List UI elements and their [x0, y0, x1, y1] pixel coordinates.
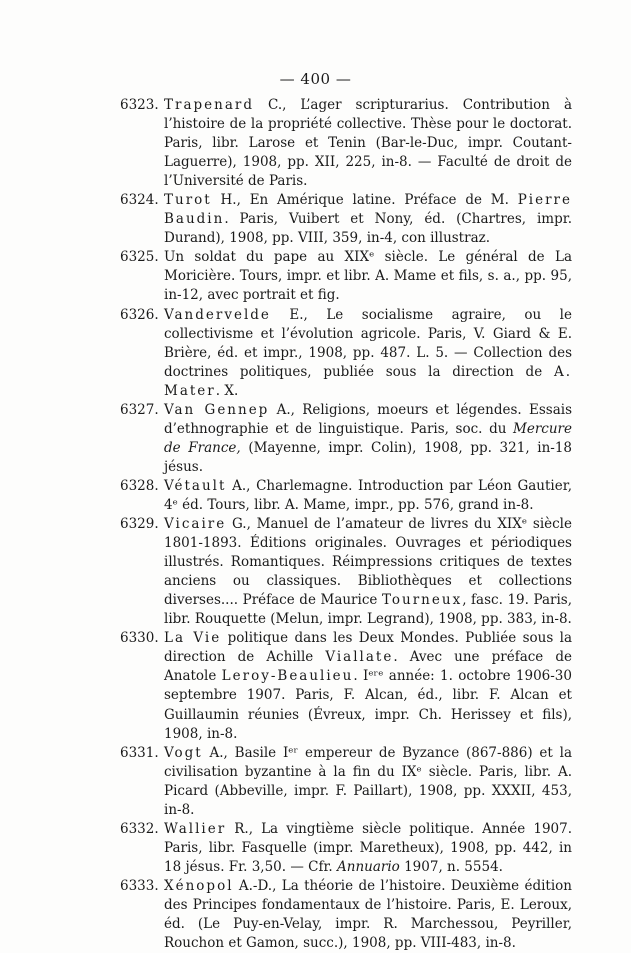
entry-number: 6332.	[120, 820, 159, 837]
entry-author: Vandervelde	[164, 306, 271, 323]
entry-body: G., Manuel de l’amateur de livres du XIXᵉ siècle 1801-1893. Éditions originales. Ouvrages et périodiques illustrés. Romantiques. Réimpressions critiques de textes anciens ou classiques. Bibliothèques et collections diverses.... Préface de Maurice	[164, 516, 572, 609]
bibliography-entry	[120, 401, 572, 477]
bibliography-entry	[120, 515, 572, 629]
bibliography-list	[120, 96, 572, 953]
entry-body: . Iᵉʳᵉ année: 1. octobre 1906-30 septembre 1907. Paris, F. Alcan, éd., libr. F. Alcan et Guillaumin réunies (Évreux, impr. Ch. Herissey et fils), 1908, in-8.	[164, 668, 572, 742]
entry-name-spaced: Leroy-Beaulieu	[221, 668, 354, 685]
entry-number: 6328.	[120, 477, 159, 494]
entry-number: 6329.	[120, 516, 159, 533]
entry-author: La Vie	[164, 630, 222, 647]
entry-text	[164, 629, 572, 743]
entry-text	[164, 401, 572, 477]
entry-author: Wallier	[164, 820, 227, 837]
entry-body: , fasc. 19. Paris, libr. Rouquette (Melun, impr. Legrand), 1908, pp. 383, in-8.	[164, 592, 572, 628]
entry-name-spaced: Viallate	[325, 649, 394, 666]
entry-text	[164, 744, 572, 820]
page-number: — 400 —	[279, 70, 352, 88]
entry-body: H., En Amérique latine. Préface de M.	[211, 192, 518, 209]
entry-author: Vétault	[164, 477, 227, 494]
entry-number: 6325.	[120, 249, 159, 266]
entry-body: politique dans les Deux Mondes. Publiée sous la direction de Achille	[164, 630, 573, 666]
entry-text	[164, 820, 572, 877]
entry-author: Vicaire	[164, 516, 227, 533]
bibliography-entry	[120, 744, 572, 820]
entry-author: Xénopol	[164, 877, 234, 894]
entry-number: 6326.	[120, 306, 159, 323]
entry-body: R., La vingtième siècle politique. Année 1907. Paris, libr. Fasquelle (impr. Maretheux), 1908, pp. 442, in 18 jésus. Fr. 3,50. — Cfr.	[164, 820, 572, 875]
entry-body: Un soldat du pape au XIXᵉ siècle. Le général de La Moricière. Tours, impr. et libr. A. Mame et fils, s. a., pp. 95, in-12, avec portrait et fig.	[164, 249, 572, 304]
entry-body: C., L’ager scripturarius. Contribution à l’histoire de la propriété collective. Thèse pour le doctorat. Paris, libr. Larose et Tenin (Bar-le-Duc, impr. Coutant-Laguerre), 1908, pp. XII, 225, in-8. — Faculté de droit de l’Université de Paris.	[164, 97, 572, 190]
entry-name-spaced: Tourneux	[381, 592, 463, 609]
entry-number: 6333.	[120, 877, 159, 894]
entry-text	[164, 248, 572, 305]
entry-author: Turot	[164, 192, 212, 209]
entry-body: (Mayenne, impr. Colin), 1908, pp. 321, in-18 jésus.	[164, 439, 572, 475]
bibliography-entry	[120, 306, 572, 401]
entry-number: 6330.	[120, 630, 159, 647]
entry-italic-title: Mercure de France,	[164, 420, 572, 456]
bibliography-entry	[120, 96, 572, 191]
entry-body: 1907, n. 5554.	[399, 858, 503, 875]
entry-body: A., Basile Iᵉʳ empereur de Byzance (867-886) et la civilisation byzantine à la fin du IXᵉ siècle. Paris, libr. A. Picard (Abbeville, impr. F. Paillart), 1908, pp. XXXII, 453, in-8.	[164, 744, 572, 818]
entry-number: 6327.	[120, 401, 159, 418]
entry-author: Vogt	[164, 744, 203, 761]
entry-body: A., Charlemagne. Introduction par Léon Gautier, 4ᵉ éd. Tours, libr. A. Mame, impr., pp. 576, grand in-8.	[164, 477, 572, 513]
entry-text	[164, 477, 572, 515]
entry-italic-title: Annuario	[337, 858, 400, 875]
entry-body: . Avec une préface de Anatole	[164, 649, 572, 685]
bibliography-entry	[120, 191, 572, 248]
entry-name-spaced: A. Mater	[164, 363, 572, 399]
entry-text	[164, 191, 572, 248]
entry-body: . Paris, Vuibert et Nony, éd. (Chartres, impr. Durand), 1908, pp. VIII, 359, in-4, con illustraz.	[164, 211, 572, 247]
entry-text	[164, 877, 572, 953]
entry-body: . X.	[215, 382, 239, 399]
entry-text	[164, 96, 572, 191]
bibliography-entry	[120, 877, 572, 953]
entry-text	[164, 515, 572, 629]
bibliography-entry	[120, 820, 572, 877]
entry-number: 6331.	[120, 744, 159, 761]
entry-name-spaced: Pierre Baudin	[164, 192, 572, 228]
entry-body: A.-D., La théorie de l’histoire. Deuxième édition des Principes fondamentaux de l’histoire. Paris, E. Leroux, éd. (Le Puy-en-Velay, impr. R. Marchessou, Peyriller, Rouchon et Gamon, succ.), 1908, pp. VIII-483, in-8.	[164, 877, 572, 952]
entry-author: Trapenard	[164, 97, 254, 113]
entry-number: 6323.	[120, 97, 159, 113]
bibliography-entry	[120, 629, 572, 743]
bibliography-entry	[120, 248, 572, 305]
entry-body: E., Le socialisme agraire, ou le collectivisme et l’évolution agricole. Paris, V. Giard & E. Brière, éd. et impr., 1908, pp. 487. L. 5. — Collection des doctrines politiques, publiée sous la direction de	[164, 306, 572, 380]
entry-author: Van Gennep	[164, 401, 270, 418]
entry-text	[164, 306, 572, 401]
bibliography-entry	[120, 477, 572, 515]
entry-body: A., Religions, moeurs et légendes. Essais d’ethnographie et de linguistique. Paris, soc. du	[164, 401, 572, 437]
entry-number: 6324.	[120, 192, 159, 209]
